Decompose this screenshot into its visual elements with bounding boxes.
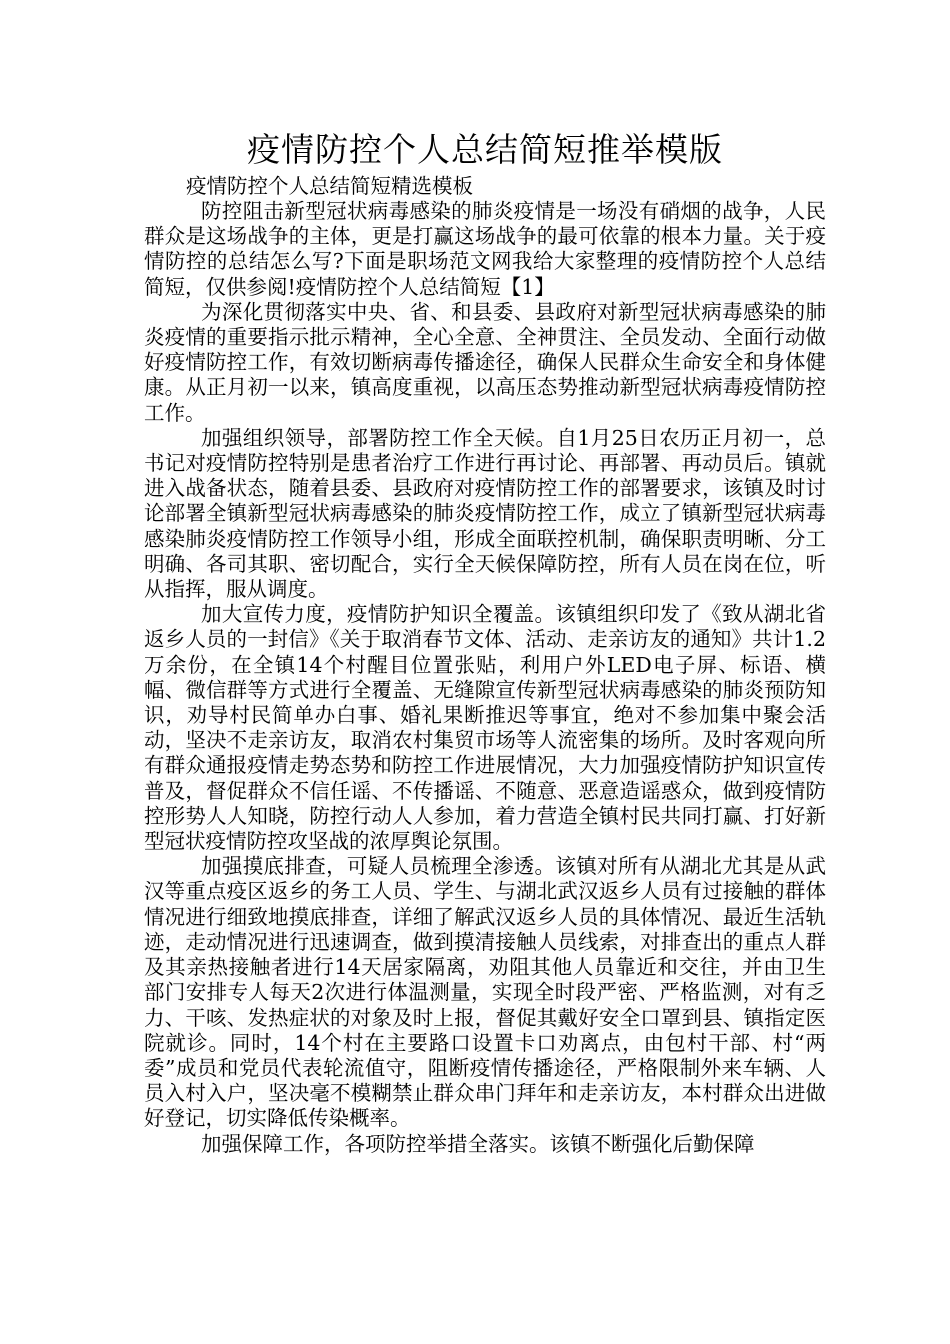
paragraph-organization: 加强组织领导，部署防控工作全天候。自1月25日农历正月初一，总书记对疫情防控特别是患者治疗工作进行再讨论、再部署、再动员后。镇就进入战备状态，随着县委、县政府对疫情防控工作的部署要求，该镇及时讨论部署全镇新型冠状病毒感染的肺炎疫情防控工作，成立了镇新型冠状病毒感染肺炎疫情防控工作领导小组，形成全面联控机制，确保职责明晰、分工明确、各司其职、密切配合，实行全天候保障防控，所有人员在岗在位，听从指挥，服从调度。 xyxy=(144,425,826,602)
document-title: 疫情防控个人总结简短推举模版 xyxy=(247,130,723,169)
paragraph-intro: 防控阻击新型冠状病毒感染的肺炎疫情是一场没有硝烟的战争，人民群众是这场战争的主体，更是打赢这场战争的最可依靠的根本力量。关于疫情防控的总结怎么写?下面是职场范文网我给大家整理的疫情防控个人总结简短，仅供参阅!疫情防控个人总结简短【1】 xyxy=(144,199,826,299)
document-page xyxy=(144,130,826,1157)
paragraph-screening: 加强摸底排查，可疑人员梳理全渗透。该镇对所有从湖北尤其是从武汉等重点疫区返乡的务工人员、学生、与湖北武汉返乡人员有过接触的群体情况进行细致地摸底排查，详细了解武汉返乡人员的具体情况、最近生活轨迹，走动情况进行迅速调查，做到摸清接触人员线索，对排查出的重点人群及其亲热接触者进行14天居家隔离，劝阻其他人员靠近和交往，并由卫生部门安排专人每天2次进行体温测量，实现全时段严密、严格监测，对有乏力、干咳、发热症状的对象及时上报，督促其戴好安全口罩到县、镇指定医院就诊。同时，14个村在主要路口设置卡口劝离点，由包村干部、村“两委”成员和党员代表轮流值守，阻断疫情传播途径，严格限制外来车辆、人员入村入户，坚决毫不模糊禁止群众串门拜年和走亲访友，本村群众出进做好登记，切实降低传染概率。 xyxy=(144,854,826,1131)
paragraph-publicity: 加大宣传力度，疫情防护知识全覆盖。该镇组织印发了《致从湖北省返乡人员的一封信》《关于取消春节文体、活动、走亲访友的通知》共计1.2万余份，在全镇14个村醒目位置张贴，利用户外LED电子屏、标语、横幅、微信群等方式进行全覆盖、无缝隙宣传新型冠状病毒感染的肺炎预防知识，劝导村民简单办白事、婚礼果断推迟等事宜，绝对不参加集中聚会活动，坚决不走亲访友，取消农村集贸市场等人流密集的场所。及时客观向所有群众通报疫情走势态势和防控工作进展情况，大力加强疫情防护知识宣传普及，督促群众不信任谣、不传播谣、不随意、恶意造谣惑众，做到疫情防控形势人人知晓，防控行动人人参加，着力营造全镇村民共同打赢、打好新型冠状疫情防控攻坚战的浓厚舆论氛围。 xyxy=(144,602,826,854)
paragraph-directive: 为深化贯彻落实中央、省、和县委、县政府对新型冠状病毒感染的肺炎疫情的重要指示批示精神，全心全意、全神贯注、全员发动、全面行动做好疫情防控工作，有效切断病毒传播途径，确保人民群众生命安全和身体健康。从正月初一以来，镇高度重视，以高压态势推动新型冠状病毒疫情防控工作。 xyxy=(144,299,826,425)
document-subtitle: 疫情防控个人总结简短精选模板 xyxy=(186,174,473,198)
paragraph-support: 加强保障工作，各项防控举措全落实。该镇不断强化后勤保障 xyxy=(201,1131,755,1156)
